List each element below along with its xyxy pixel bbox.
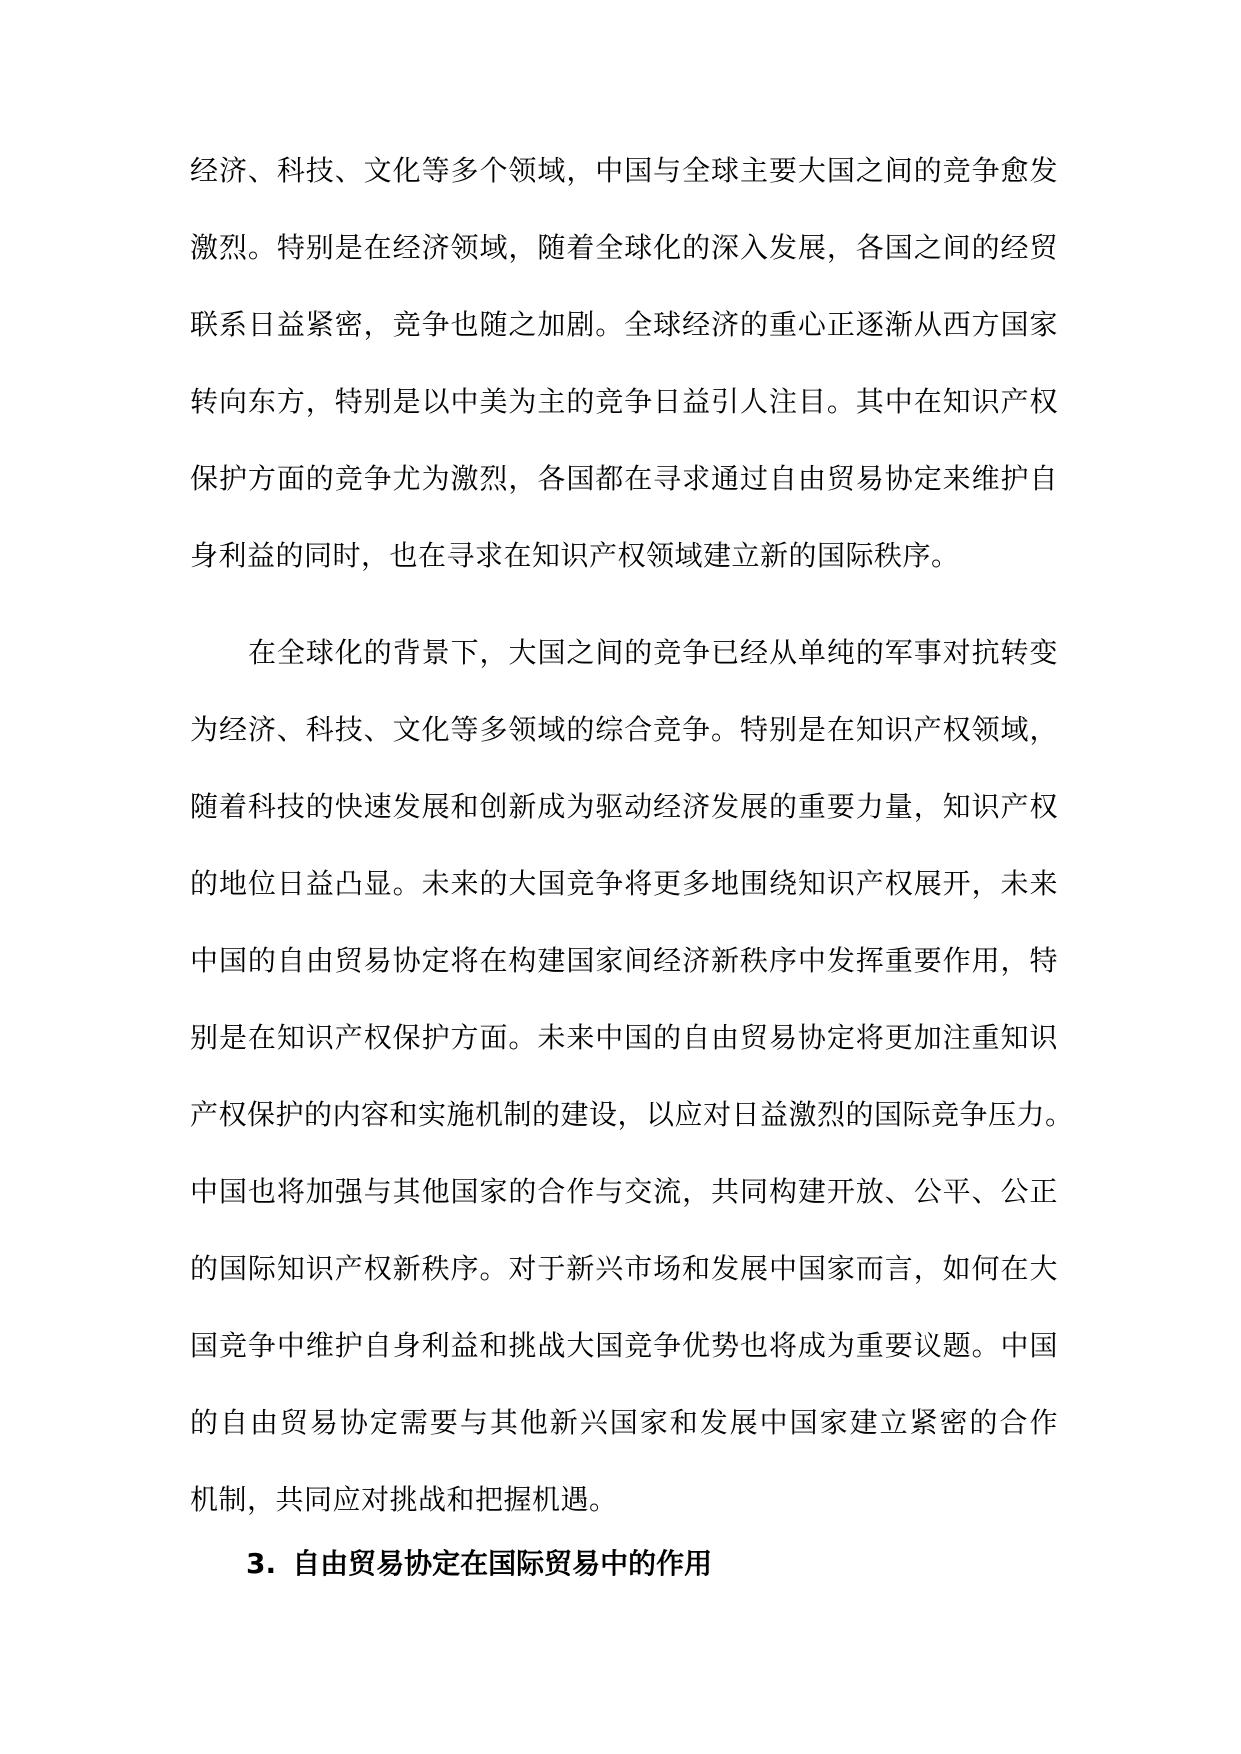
text-line: 的国际知识产权新秩序。对于新兴市场和发展中国家而言，如何在大 — [190, 1252, 1058, 1285]
text-line: 随着科技的快速发展和创新成为驱动经济发展的重要力量，知识产权 — [190, 790, 1058, 823]
text-line: 身利益的同时，也在寻求在知识产权领域建立新的国际秩序。 — [190, 539, 960, 572]
text-line: 的地位日益凸显。未来的大国竞争将更多地围绕知识产权展开，未来 — [190, 867, 1058, 900]
text-line: 经济、科技、文化等多个领域，中国与全球主要大国之间的竞争愈发 — [190, 154, 1058, 187]
text-line: 中国的自由贸易协定将在构建国家间经济新秩序中发挥重要作用，特 — [190, 944, 1058, 977]
section-title: 自由贸易协定在国际贸易中的作用 — [292, 1547, 713, 1580]
text-line: 产权保护的内容和实施机制的建设，以应对日益激烈的国际竞争压力。 — [190, 1098, 1074, 1131]
text-line: 国竞争中维护自身利益和挑战大国竞争优势也将成为重要议题。中国 — [190, 1329, 1058, 1362]
text-line: 中国也将加强与其他国家的合作与交流，共同构建开放、公平、公正 — [190, 1175, 1058, 1208]
text-line: 激烈。特别是在经济领域，随着全球化的深入发展，各国之间的经贸 — [190, 231, 1058, 264]
paragraph-1 — [190, 143, 1058, 605]
text-line: 别是在知识产权保护方面。未来中国的自由贸易协定将更加注重知识 — [190, 1021, 1058, 1054]
section-heading — [246, 1536, 712, 1592]
paragraph-gap — [190, 605, 1058, 625]
text-line: 在全球化的背景下，大国之间的竞争已经从单纯的军事对抗转变 — [248, 636, 1058, 669]
body-text — [190, 143, 1074, 1549]
section-number: 3. — [246, 1547, 277, 1580]
paragraph-2 — [190, 625, 1074, 1549]
text-line: 为经济、科技、文化等多领域的综合竞争。特别是在知识产权领域， — [190, 713, 1058, 746]
text-line: 机制，共同应对挑战和把握机遇。 — [190, 1483, 618, 1516]
text-line: 联系日益紧密，竞争也随之加剧。全球经济的重心正逐渐从西方国家 — [190, 308, 1058, 341]
text-line: 保护方面的竞争尤为激烈，各国都在寻求通过自由贸易协定来维护自 — [190, 462, 1058, 495]
text-line: 的自由贸易协定需要与其他新兴国家和发展中国家建立紧密的合作 — [190, 1406, 1058, 1439]
text-line: 转向东方，特别是以中美为主的竞争日益引人注目。其中在知识产权 — [190, 385, 1058, 418]
